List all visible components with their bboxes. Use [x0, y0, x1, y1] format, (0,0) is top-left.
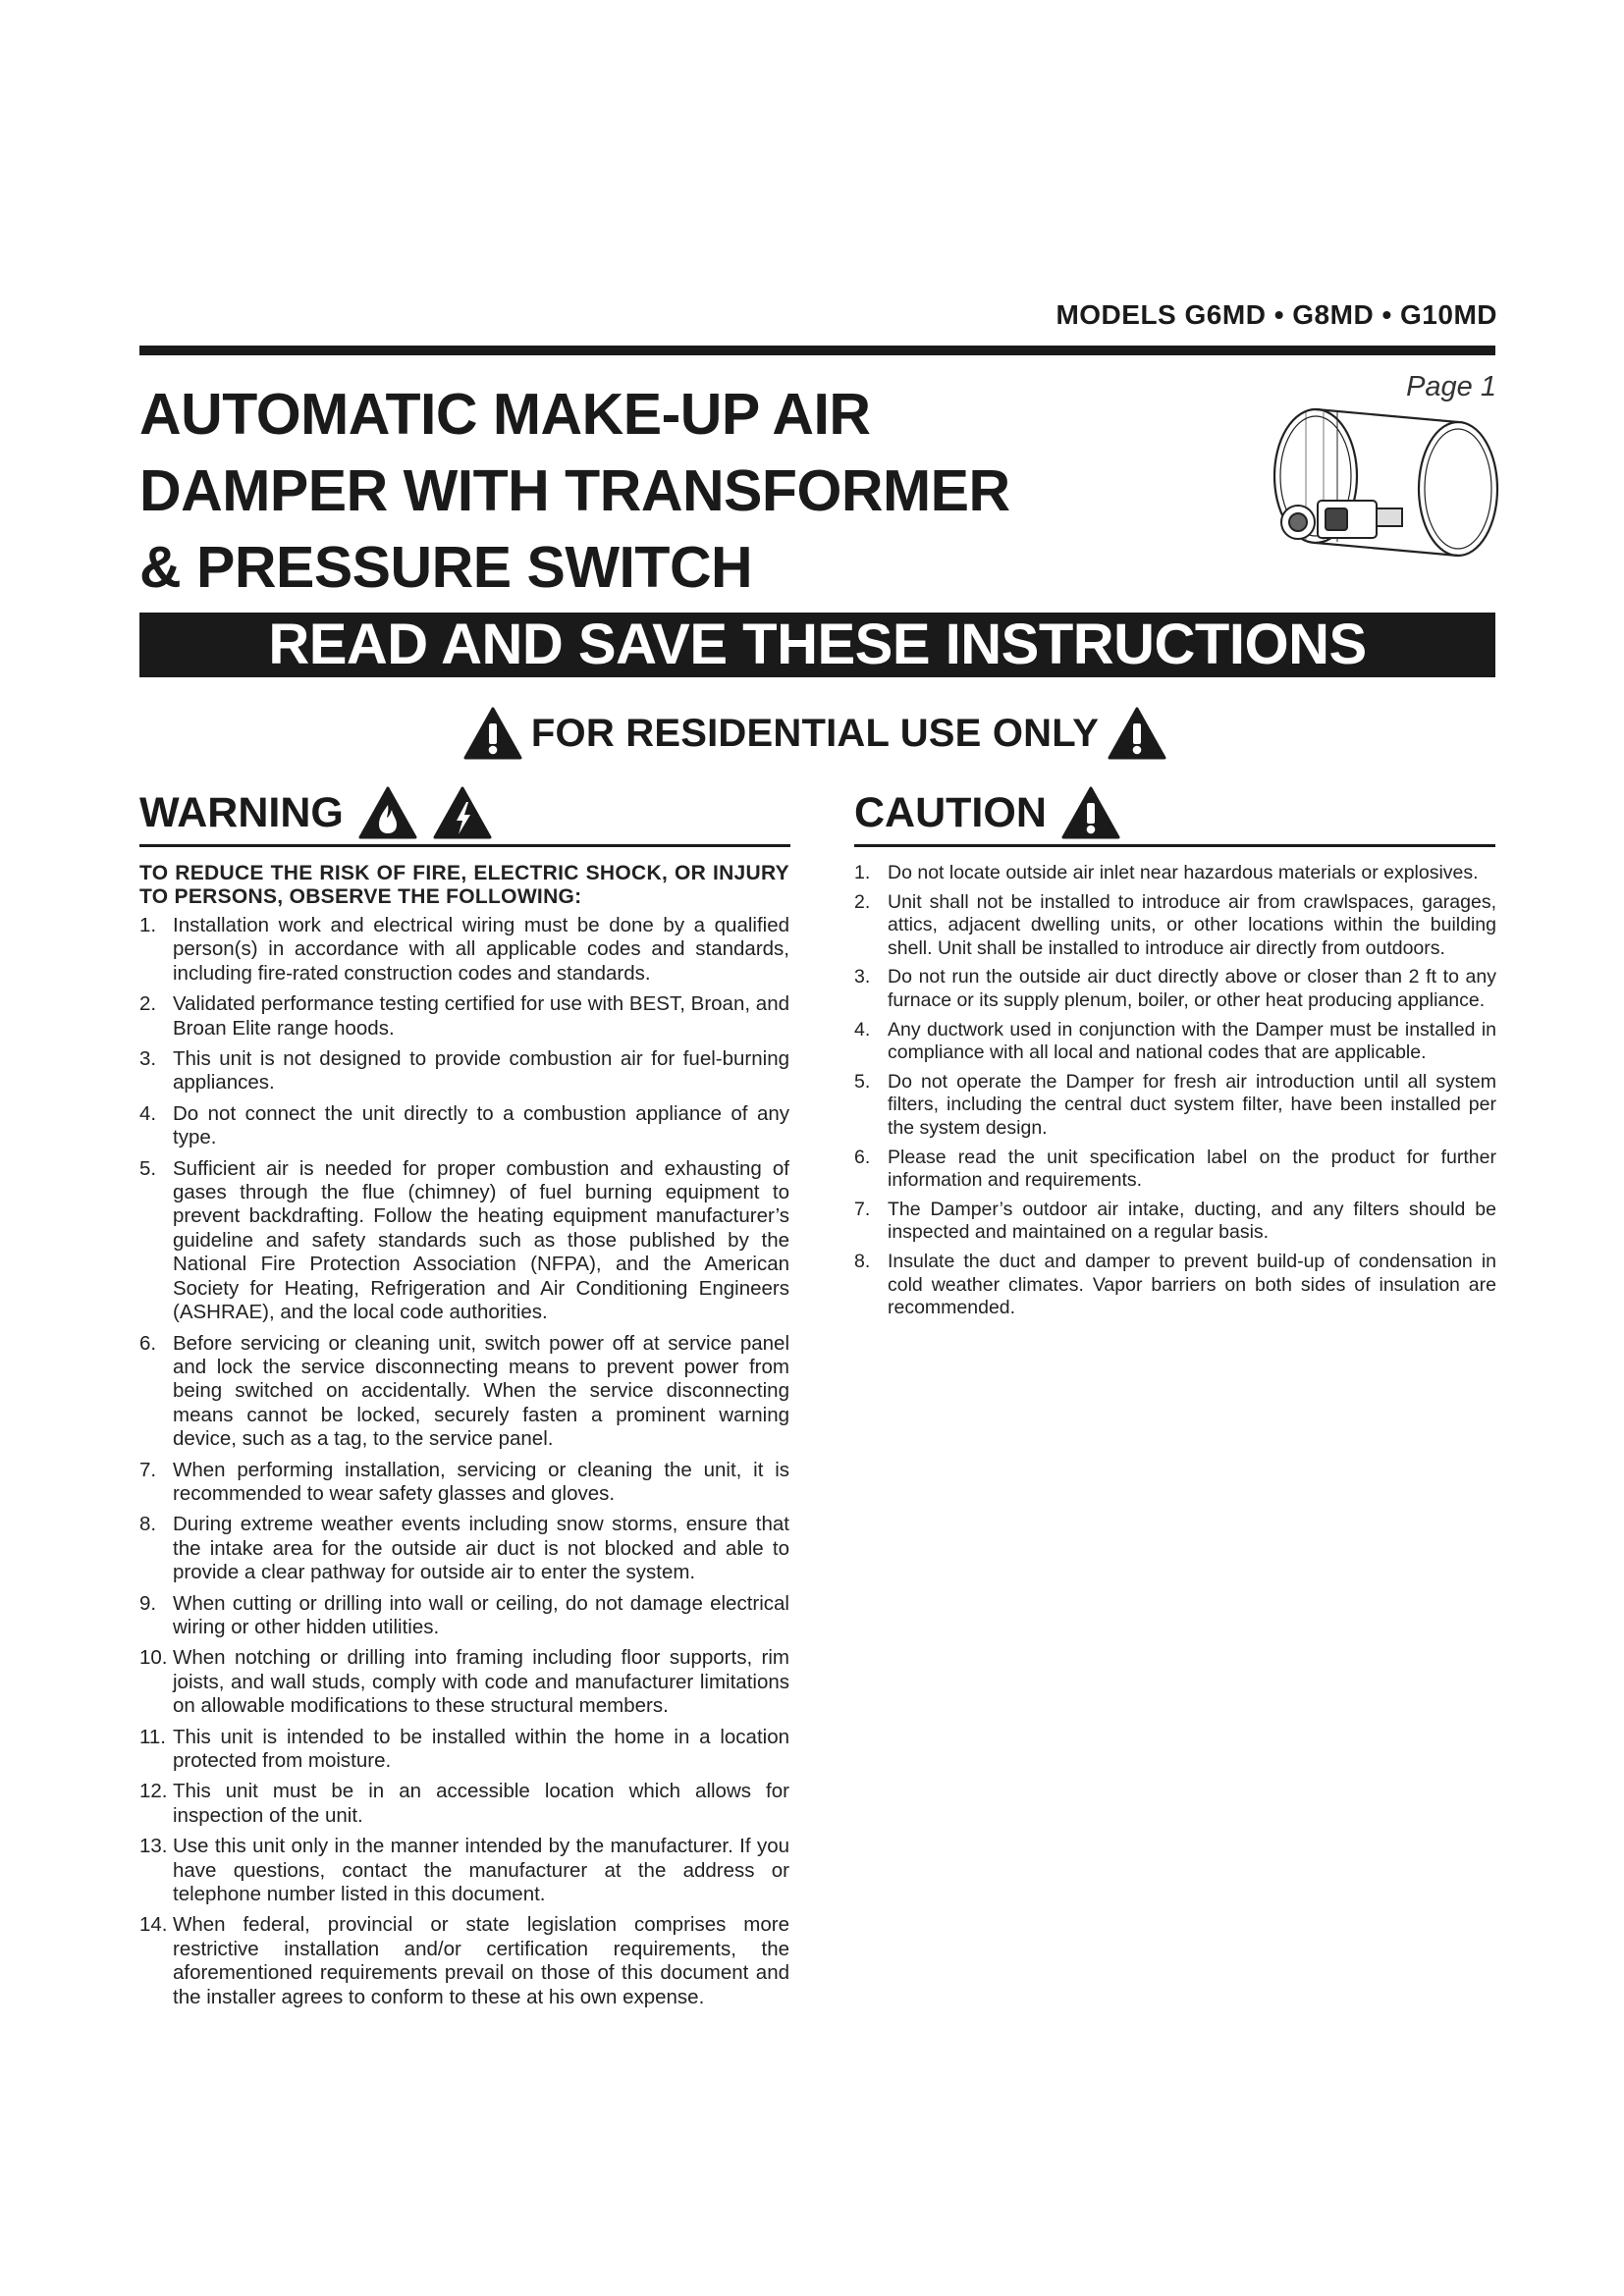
item-text: Insulate the duct and damper to prevent build-up of condensation in cold weather climates. Vapor barriers on both sides of insulation are recommended. — [888, 1250, 1496, 1319]
item-number: 9. — [139, 1591, 157, 1615]
list-item — [854, 1019, 1496, 1065]
item-text: Please read the unit specification label on the product for further information and requirements. — [888, 1146, 1496, 1192]
item-text: During extreme weather events including snow storms, ensure that the intake area for the outside air duct is not blocked and able to provide a clear pathway for outside air to enter the system. — [173, 1513, 789, 1584]
item-number: 10. — [139, 1646, 168, 1670]
item-text: Do not locate outside air inlet near hazardous materials or explosives. — [888, 862, 1479, 883]
list-item — [854, 862, 1496, 885]
caution-rule — [854, 844, 1495, 847]
header-rule — [139, 346, 1495, 355]
item-number: 1. — [139, 914, 157, 936]
item-text: When notching or drilling into framing including floor supports, rim joists, and wall studs, comply with code and manufacturer limitations on allowable modifications to these structural members. — [173, 1646, 789, 1718]
item-text: Sufficient air is needed for proper combustion and exhausting of gases through the flue (chimney) of fuel burning equipment to prevent backdrafting. Follow the heating equipment manufacturer’s guideline and safety standards such as those published by the National Fire Protection Association (NFPA), and the American Society for Heating, Refrigeration and Air Conditioning Engineers (ASHRAE), and the local code authorities. — [173, 1156, 789, 1324]
warning-title: WARNING — [139, 788, 344, 836]
caution-heading — [854, 785, 1121, 840]
item-number: 8. — [139, 1513, 157, 1536]
list-item — [139, 992, 789, 1041]
warning-triangle-icon — [1107, 706, 1167, 761]
list-item — [139, 1646, 789, 1718]
models-label: MODELS G6MD • G8MD • G10MD — [1056, 299, 1497, 330]
warning-intro: TO REDUCE THE RISK OF FIRE, ELECTRIC SHOCK, OR INJURY TO PERSONS, OBSERVE THE FOLLOWING: — [139, 862, 789, 908]
item-number: 12. — [139, 1780, 168, 1803]
item-text: This unit is intended to be installed within the home in a location protected from moisture. — [173, 1725, 789, 1772]
item-text: This unit must be in an accessible location which allows for inspection of the unit. — [173, 1780, 789, 1827]
item-number: 4. — [139, 1101, 157, 1125]
warning-rule — [139, 844, 790, 847]
item-text: Before servicing or cleaning unit, switch power off at service panel and lock the service disconnecting means to prevent power from being switched on accidentally. When the service disconnecting means cannot be locked, securely fasten a prominent warning device, such as a tag, to the service panel. — [173, 1331, 789, 1451]
list-item — [854, 891, 1496, 961]
item-number: 3. — [854, 966, 871, 988]
item-number: 13. — [139, 1835, 168, 1858]
item-text: When federal, provincial or state legislation comprises more restrictive installation and/or certification requirements, the aforementioned requirements prevail on those of this document and the installer agrees to conform to these at his own expense. — [173, 1913, 789, 2008]
item-number: 6. — [854, 1146, 871, 1168]
caution-list — [854, 862, 1496, 1320]
item-text: When cutting or drilling into wall or ceiling, do not damage electrical wiring or other hidden utilities. — [173, 1591, 789, 1638]
item-number: 1. — [854, 862, 871, 883]
list-item — [139, 1780, 789, 1828]
item-number: 2. — [139, 992, 157, 1016]
item-number: 2. — [854, 890, 871, 913]
item-text: When performing installation, servicing or cleaning the unit, it is recommended to wear safety glasses and gloves. — [173, 1458, 789, 1505]
title-line-3: & PRESSURE SWITCH — [139, 535, 753, 600]
list-item — [139, 1913, 789, 2009]
list-item — [854, 1147, 1496, 1193]
item-number: 5. — [139, 1156, 157, 1180]
list-item — [854, 966, 1496, 1012]
item-number: 11. — [139, 1725, 166, 1748]
item-number: 5. — [854, 1070, 871, 1093]
item-text: This unit is not designed to provide combustion air for fuel-burning appliances. — [173, 1047, 789, 1095]
list-item — [139, 1726, 789, 1774]
item-number: 8. — [854, 1250, 871, 1272]
read-save-banner: READ AND SAVE THESE INSTRUCTIONS — [139, 613, 1495, 677]
item-text: The Damper’s outdoor air intake, ducting, and any filters should be inspected and maintained on a regular basis. — [888, 1198, 1496, 1244]
caution-title: CAUTION — [854, 788, 1047, 836]
item-text: Do not operate the Damper for fresh air introduction until all system filters, including the central duct system filter, have been installed per the system design. — [888, 1070, 1496, 1139]
list-item — [139, 1835, 789, 1906]
list-item — [139, 1332, 789, 1452]
item-number: 3. — [139, 1047, 157, 1071]
item-text: Do not connect the unit directly to a combustion appliance of any type. — [173, 1101, 789, 1149]
list-item — [139, 1592, 789, 1640]
document-title — [139, 376, 1010, 606]
fire-hazard-icon — [357, 785, 418, 840]
residential-use-notice — [407, 699, 1222, 768]
item-text: Validated performance testing certified for use with BEST, Broan, and Broan Elite range hoods. — [173, 992, 789, 1040]
page-number: Page 1 — [1406, 371, 1496, 402]
caution-section — [854, 862, 1496, 1326]
list-item — [139, 1047, 789, 1095]
list-item — [139, 1102, 789, 1150]
title-line-1: AUTOMATIC MAKE-UP AIR — [139, 382, 871, 447]
warning-section — [139, 862, 789, 2016]
item-number: 14. — [139, 1913, 168, 1937]
item-number: 7. — [139, 1458, 157, 1481]
item-number: 6. — [139, 1331, 157, 1355]
list-item — [139, 1459, 789, 1507]
residential-label: FOR RESIDENTIAL USE ONLY — [530, 711, 1100, 755]
list-item — [139, 1513, 789, 1584]
item-number: 7. — [854, 1198, 871, 1220]
warning-heading — [139, 785, 493, 840]
item-text: Use this unit only in the manner intended by the manufacturer. If you have questions, contact the manufacturer at the address or telephone number listed in this document. — [173, 1835, 789, 1906]
item-number: 4. — [854, 1018, 871, 1041]
warning-triangle-icon — [1060, 785, 1121, 840]
list-item — [854, 1199, 1496, 1245]
title-line-2: DAMPER WITH TRANSFORMER — [139, 458, 1010, 523]
list-item — [139, 914, 789, 986]
warning-list — [139, 914, 789, 2009]
item-text: Installation work and electrical wiring must be done by a qualified person(s) in accordance with all applicable codes and standards, including fire-rated construction codes and standards. — [173, 914, 789, 985]
damper-product-illustration — [1267, 393, 1502, 579]
list-item — [854, 1251, 1496, 1320]
list-item — [854, 1071, 1496, 1141]
list-item — [139, 1157, 789, 1325]
warning-triangle-icon — [462, 706, 523, 761]
item-text: Any ductwork used in conjunction with the Damper must be installed in compliance with all local and national codes that are applicable. — [888, 1018, 1496, 1064]
item-text: Do not run the outside air duct directly above or closer than 2 ft to any furnace or its supply plenum, boiler, or other heat producing appliance. — [888, 966, 1496, 1011]
electric-hazard-icon — [432, 785, 493, 840]
item-text: Unit shall not be installed to introduce air from crawlspaces, garages, attics, adjacent dwelling units, or other locations within the building shell. Unit shall be installed to introduce air directly from outdoors. — [888, 890, 1496, 959]
